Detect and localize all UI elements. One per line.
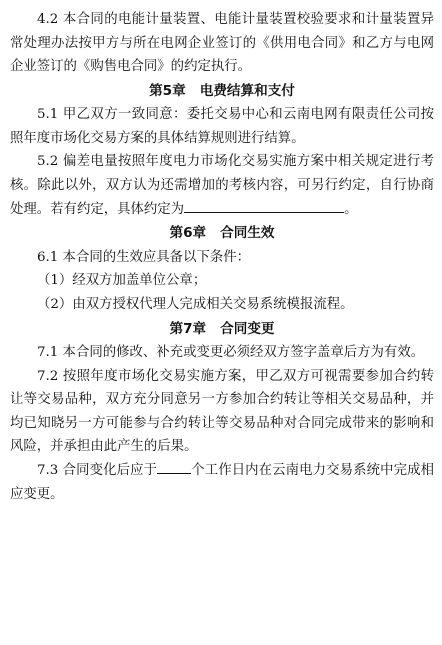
chapter-6-heading: [10, 221, 434, 246]
fill-blank-days: [157, 459, 191, 474]
fill-blank-agreement: [184, 198, 344, 213]
clause-5-2-end: 。: [344, 201, 358, 217]
clause-7-3-text-b: 个工作日内在云南电力交易系统中完成相应变更。: [10, 463, 434, 502]
clause-5-1: 5.1 甲乙双方一致同意：委托交易中心和云南电网有限责任公司按照年度市场化交易方案的具体结算规则进行结算。: [10, 107, 434, 146]
clause-6-1-item-1: （1）经双方加盖单位公章；: [37, 273, 207, 289]
chapter-5-title: 电费结算和支付: [199, 82, 295, 99]
clause-4-2: 4.2 本合同的电能计量装置、电能计量装置校验要求和计量装置异常处理办法按甲方与所在电网企业签订的《供用电合同》和乙方与电网企业签订的《购售电合同》的约定执行。: [10, 12, 434, 75]
chapter-6-number: 第6章: [169, 225, 207, 242]
chapter-7-number: 第7章: [169, 320, 207, 337]
clause-7-3-text-a: 7.3 合同变化后应于: [37, 463, 158, 478]
chapter-7-heading: [10, 317, 434, 342]
clause-5-2: [10, 150, 434, 221]
contract-document: [10, 8, 434, 506]
clause-5-2-text: 5.2 偏差电量按照年度电力市场化交易实施方案中相关规定进行考核。除此以外，双方认为还需增加的考核内容，可另行约定，自行协商处理。若有约定，具体约定为: [10, 154, 434, 217]
clause-7-1: 7.1 本合同的修改、补充或变更必须经双方签字盖章后方为有效。: [37, 345, 425, 361]
clause-7-3: [10, 459, 434, 506]
clause-6-1-item-2: （2）由双方授权代理人完成相关交易系统模报流程。: [37, 296, 354, 312]
chapter-7-title: 合同变更: [220, 320, 275, 337]
clause-7-2: 7.2 按照年度市场化交易实施方案，甲乙双方可视需要参加合约转让等交易品种，双方充分同意另一方参加合约转让等相关交易品种，并均已知晓另一方可能参与合约转让等交易品种对合同完成带来的影响和风险，并承担由此产生的后果。: [10, 368, 434, 455]
chapter-5-number: 第5章: [149, 82, 186, 99]
chapter-5-heading: [10, 79, 434, 104]
chapter-6-title: 合同生效: [220, 225, 275, 242]
clause-6-1: 6.1 本合同的生效应具备以下条件：: [37, 249, 251, 265]
